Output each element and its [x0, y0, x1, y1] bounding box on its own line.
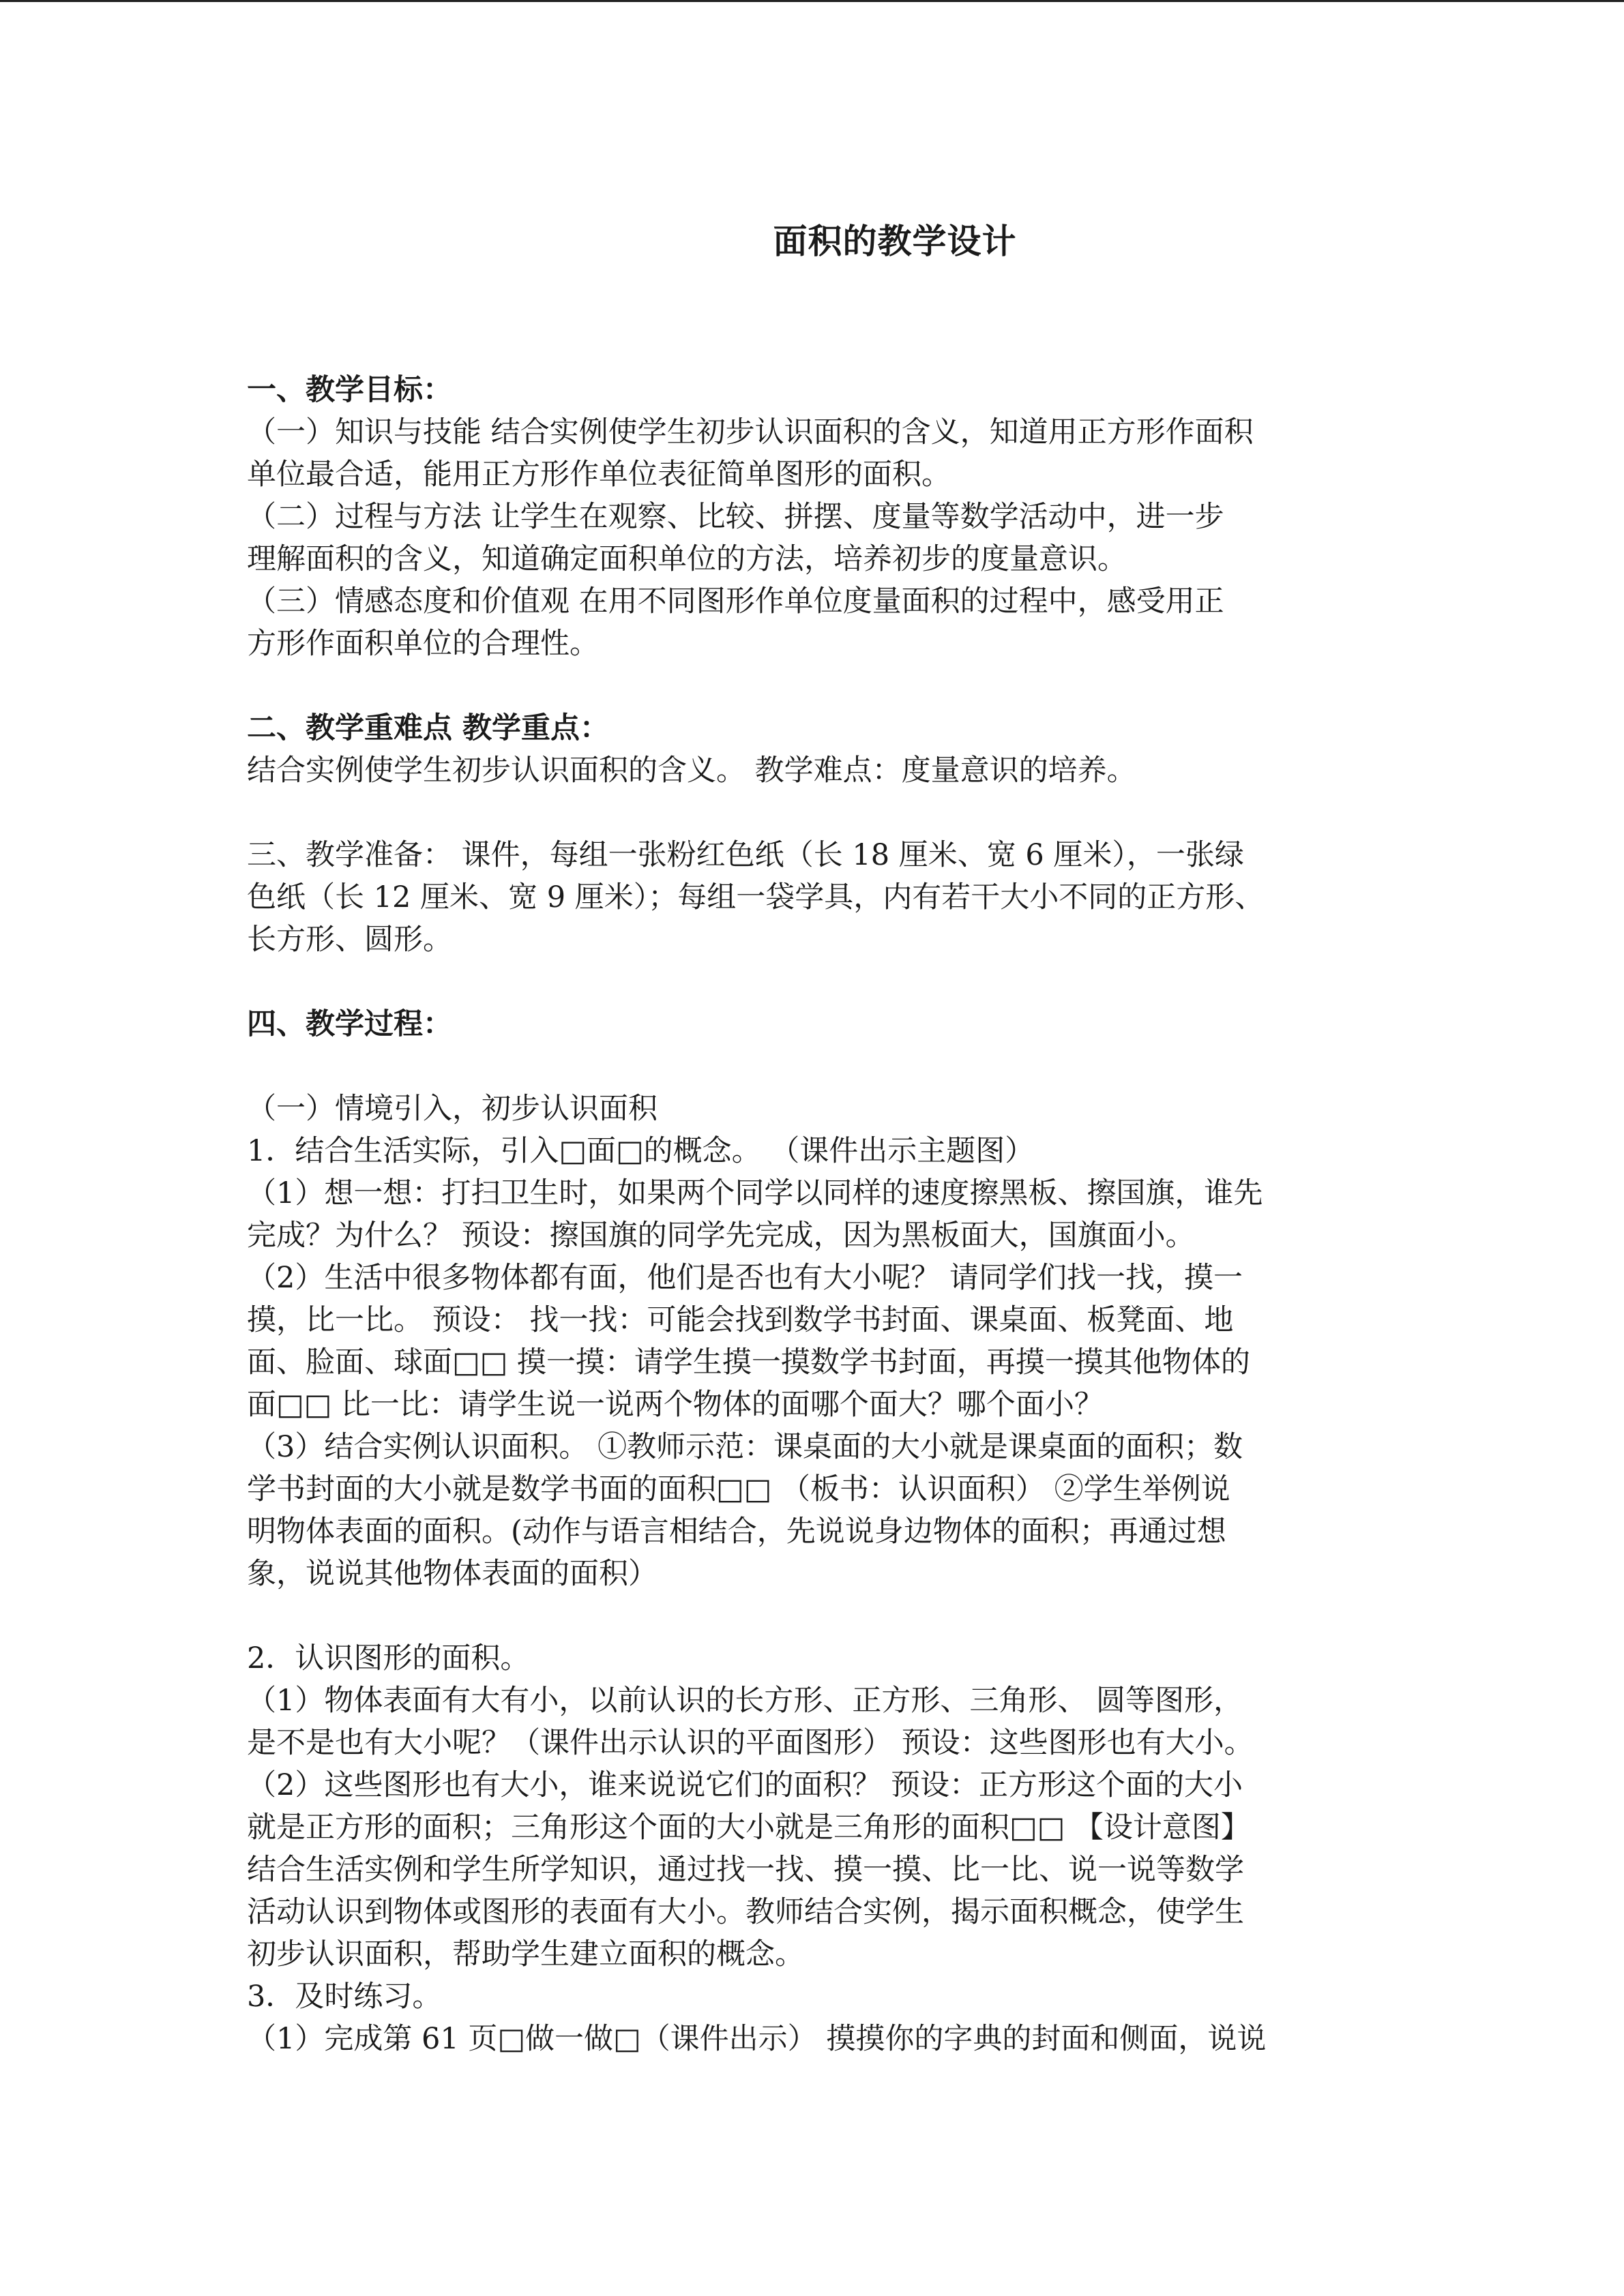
text-line: 2．认识图形的面积。 — [247, 1641, 530, 1675]
text-line: （1）想一想：打扫卫生时，如果两个同学以同样的速度擦黑板、擦国旗，谁先 — [247, 1176, 1263, 1210]
text-line: 摸，比一比。 预设： 找一找：可能会找到数学书封面、课桌面、板凳面、地 — [247, 1303, 1234, 1337]
text-line: （一）知识与技能 结合实例使学生初步认识面积的含义，知道用正方形作面积 — [247, 415, 1254, 449]
text-line: （一）情境引入，初步认识面积 — [247, 1092, 658, 1126]
section-heading-preparation: 三、教学准备： 课件，每组一张粉红色纸（长 18 厘米、宽 6 厘米），一张绿 — [247, 838, 1244, 872]
text-line: 单位最合适，能用正方形作单位表征简单图形的面积。 — [247, 458, 951, 492]
text-line: 长方形、圆形。 — [247, 923, 452, 957]
text-line: （3）结合实例认识面积。 ①教师示范：课桌面的大小就是课桌面的面积；数 — [247, 1430, 1243, 1464]
text-line: 理解面积的含义，知道确定面积单位的方法，培养初步的度量意识。 — [247, 542, 1127, 576]
text-line: 结合生活实例和学生所学知识，通过找一找、摸一摸、比一比、说一说等数学 — [247, 1853, 1244, 1887]
text-line: 方形作面积单位的合理性。 — [247, 627, 599, 661]
text-line: 学书封面的大小就是数学书面的面积□□ （板书：认识面积） ②学生举例说 — [247, 1472, 1230, 1506]
page-title: 面积的教学设计 — [773, 221, 1017, 261]
section-heading-key-points: 二、教学重难点 教学重点： — [247, 711, 609, 745]
text-line: 色纸（长 12 厘米、宽 9 厘米）；每组一袋学具，内有若干大小不同的正方形、 — [247, 880, 1265, 914]
text-line: （2）这些图形也有大小，谁来说说它们的面积？ 预设：正方形这个面的大小 — [247, 1768, 1243, 1802]
text-line: （1）物体表面有大有小，以前认识的长方形、正方形、三角形、 圆等图形， — [247, 1684, 1243, 1718]
text-line: 就是正方形的面积；三角形这个面的大小就是三角形的面积□□ 【设计意图】 — [247, 1810, 1250, 1845]
text-line: 象，说说其他物体表面的面积） — [247, 1557, 658, 1591]
section-heading-process: 四、教学过程： — [247, 1007, 452, 1041]
text-line: 完成？为什么？ 预设：擦国旗的同学先完成，因为黑板面大，国旗面小。 — [247, 1219, 1195, 1253]
text-line: （三）情感态度和价值观 在用不同图形作单位度量面积的过程中，感受用正 — [247, 584, 1224, 618]
text-line: 1．结合生活实际，引入□面□的概念。 （课件出示主题图） — [247, 1134, 1035, 1168]
text-line: 初步认识面积，帮助学生建立面积的概念。 — [247, 1937, 804, 1971]
text-line: 面、脸面、球面□□ 摸一摸：请学生摸一摸数学书封面，再摸一摸其他物体的 — [247, 1345, 1250, 1380]
text-line: （1）完成第 61 页□做一做□（课件出示） 摸摸你的字典的封面和侧面，说说 — [247, 2022, 1267, 2056]
section-heading-objectives: 一、教学目标： — [247, 373, 452, 407]
text-line: 面□□ 比一比：请学生说一说两个物体的面哪个面大？哪个面小？ — [247, 1388, 1104, 1422]
text-line: （二）过程与方法 让学生在观察、比较、拼摆、度量等数学活动中，进一步 — [247, 500, 1224, 534]
text-line: 明物体表面的面积。(动作与语言相结合，先说说身边物体的面积；再通过想 — [247, 1515, 1226, 1549]
text-line: 是不是也有大小呢？（课件出示认识的平面图形） 预设：这些图形也有大小。 — [247, 1726, 1254, 1760]
text-line: 活动认识到物体或图形的表面有大小。教师结合实例，揭示面积概念，使学生 — [247, 1895, 1244, 1929]
text-line: （2）生活中很多物体都有面，他们是否也有大小呢？ 请同学们找一找，摸一 — [247, 1261, 1243, 1295]
text-line: 结合实例使学生初步认识面积的含义。 教学难点：度量意识的培养。 — [247, 754, 1136, 788]
text-line: 3．及时练习。 — [247, 1980, 442, 2014]
page-top-border — [0, 0, 1624, 2]
